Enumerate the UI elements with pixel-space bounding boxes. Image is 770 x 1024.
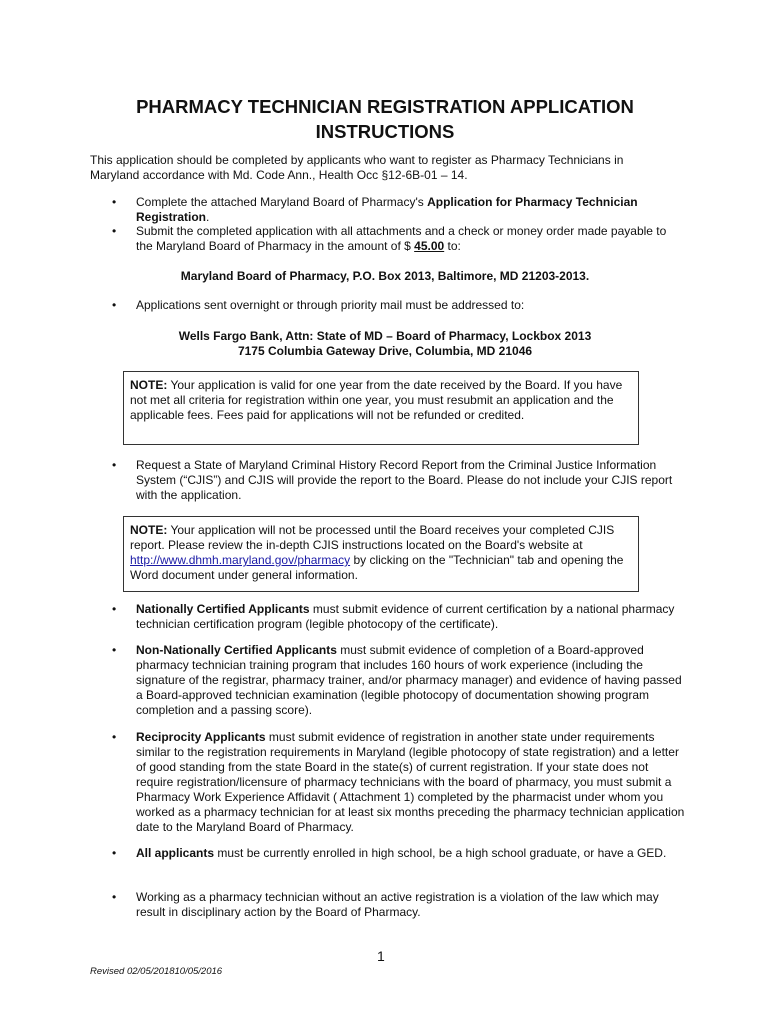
- list-item-text: Nationally Certified Applicants must submit evidence of current certification by a national pharmacy technician certification program (legible photocopy of the certificate).: [136, 602, 675, 631]
- list-item-text: Applications sent overnight or through priority mail must be addressed to:: [136, 298, 525, 312]
- note-box: [123, 371, 639, 445]
- pharmacy-website-link[interactable]: http://www.dhmh.maryland.gov/pharmacy: [130, 553, 351, 567]
- overnight-address: Wells Fargo Bank, Attn: State of MD – Board of Pharmacy, Lockbox 2013 7175 Columbia Gateway Drive, Columbia, MD 21046: [178, 329, 592, 358]
- bullet-icon: •: [112, 602, 117, 616]
- intro-paragraph: This application should be completed by applicants who want to register as Pharmacy Technicians in Maryland accordance with Md. Code Ann., Health Occ §12-6B-01 – 14.: [90, 153, 624, 182]
- fee-amount: 45.00: [414, 239, 445, 253]
- bullet-icon: •: [112, 195, 117, 209]
- note-label: NOTE:: [130, 523, 168, 537]
- bullet-icon: •: [112, 643, 117, 657]
- list-item-text: All applicants must be currently enrolled in high school, be a high school graduate, or have a GED.: [136, 846, 667, 860]
- list-item-text: Submit the completed application with all attachments and a check or money order made payable to the Maryland Board of Pharmacy in the amount of $ 45.00 to:: [136, 224, 667, 253]
- note-label: NOTE:: [130, 378, 168, 392]
- list-item-text: Complete the attached Maryland Board of Pharmacy's Application for Pharmacy Technician Registration.: [136, 195, 638, 224]
- page-title: [60, 94, 710, 144]
- list-item-text: Non-Nationally Certified Applicants must submit evidence of completion of a Board-approved pharmacy technician training program that includes 160 hours of work experience (including the signature of the registrar, pharmacy trainer, and/or pharmacy manager) and evidence of having passed a Board-approved technician examination (legible photocopy of documentation showing program completion and a passing score).: [136, 643, 682, 717]
- mailing-address: Maryland Board of Pharmacy, P.O. Box 2013, Baltimore, MD 21203-2013.: [180, 269, 590, 283]
- list-item-text: Working as a pharmacy technician without an active registration is a violation of the law which may result in disciplinary action by the Board of Pharmacy.: [136, 890, 659, 919]
- bullet-icon: •: [112, 846, 117, 860]
- title-line-1: PHARMACY TECHNICIAN REGISTRATION APPLICATION: [136, 96, 634, 117]
- list-item-text: Reciprocity Applicants must submit evidence of registration in another state under requirements similar to the registration requirements in Maryland (legible photocopy of state registration) and a letter of good standing from the state Board in the state(s) of current registration. If your state does not require registration/licensure of pharmacy technicians with the board of pharmacy, you must submit a Pharmacy Work Experience Affidavit ( Attachment 1) completed by the pharmacist under whom you worked as a pharmacy technician for at least six months preceding the pharmacy technician application date to the Maryland Board of Pharmacy.: [136, 730, 685, 834]
- bullet-icon: •: [112, 224, 117, 238]
- revision-footer: Revised 02/05/201810/05/2016: [90, 966, 223, 977]
- bullet-icon: •: [112, 730, 117, 744]
- title-line-2: INSTRUCTIONS: [315, 121, 455, 142]
- list-item-text: Request a State of Maryland Criminal History Record Report from the Criminal Justice Information System (“CJIS”) and CJIS will provide the report to the Board. Please do not include your CJIS report with the application.: [136, 458, 673, 502]
- page-number: 1: [377, 948, 385, 964]
- note-text: Your application is valid for one year from the date received by the Board. If you have not met all criteria for registration within one year, you must resubmit an application and the applicable fees. Fees paid for applications will not be refunded or credited.: [130, 378, 623, 422]
- bullet-icon: •: [112, 890, 117, 904]
- bullet-icon: •: [112, 298, 117, 312]
- bullet-icon: •: [112, 458, 117, 472]
- note-box: NOTE: Your application will not be processed until the Board receives your completed CJIS report. Please review the in-depth CJIS instructions located on the Board's website at http://www.dhmh.maryland.gov/pharmacy by clicking on the "Technician" tab and opening the Word document under general information.: [123, 516, 639, 592]
